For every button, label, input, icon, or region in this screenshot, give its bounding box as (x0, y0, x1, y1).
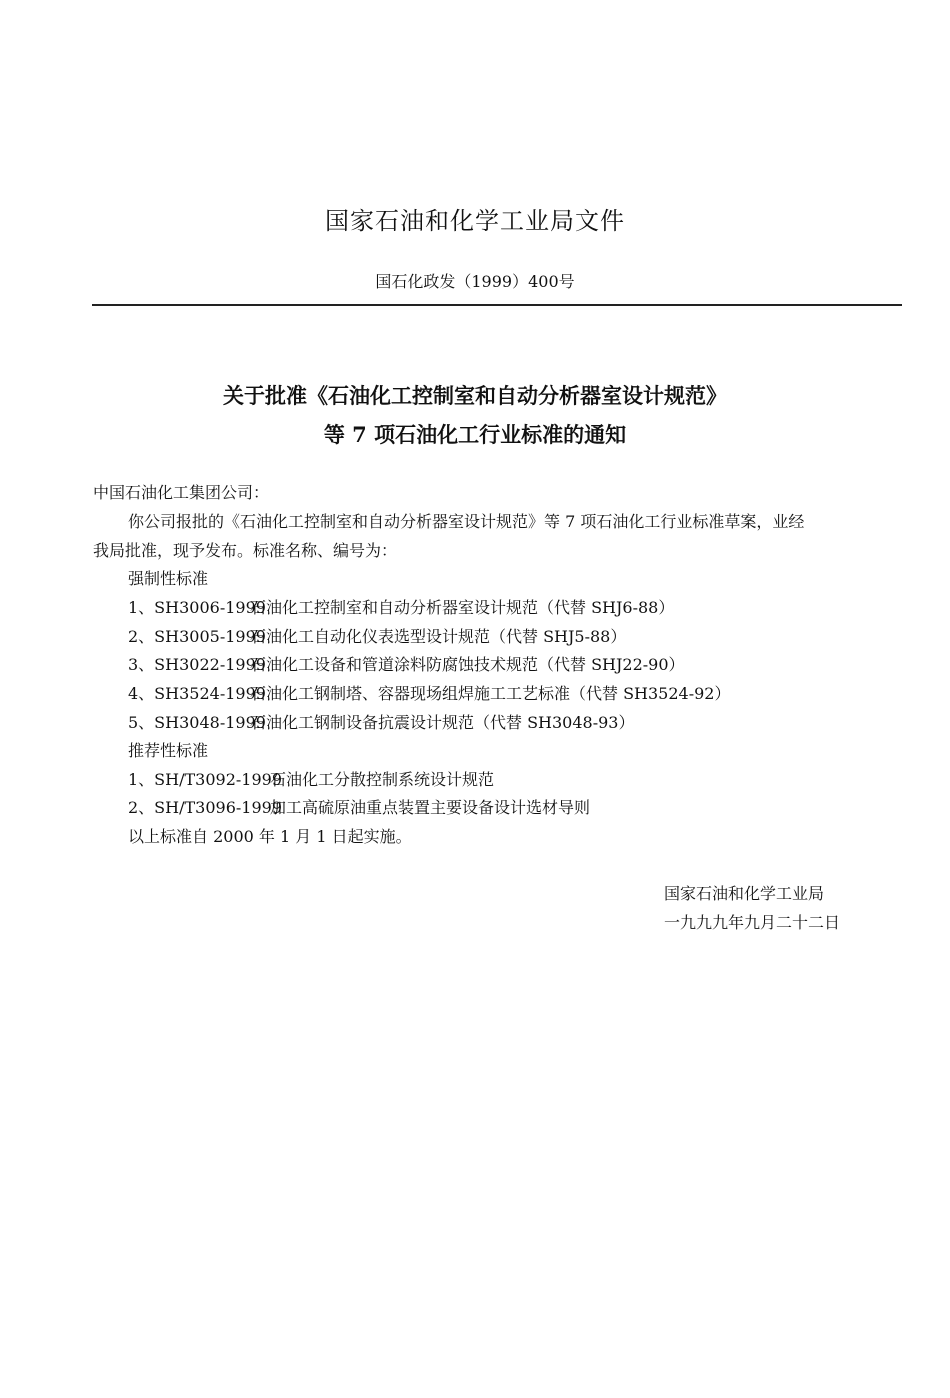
standard-title: 石油化工设备和管道涂料防腐蚀技术规范（代替 SHJ22-90） (250, 655, 685, 674)
signing-date: 一九九九年九月二十二日 (664, 913, 841, 932)
body-paragraph-line-1: 你公司报批的《石油化工控制室和自动分析器室设计规范》等 7 项石油化工行业标准草案，业经 (128, 512, 805, 531)
document-number: 国石化政发（1999）400号 (375, 272, 575, 291)
standard-title: 石油化工控制室和自动分析器室设计规范（代替 SHJ6-88） (250, 598, 675, 617)
standard-code: 4、SH3524-1999 (128, 684, 266, 703)
standard-code: 1、SH/T3092-1999 (128, 770, 283, 789)
standard-code: 2、SH/T3096-1999 (128, 798, 283, 817)
standard-code: 5、SH3048-1999 (128, 713, 266, 732)
standard-title: 石油化工钢制设备抗震设计规范（代替 SH3048-93） (250, 713, 635, 732)
standard-title: 石油化工分散控制系统设计规范 (270, 770, 495, 789)
standard-code: 2、SH3005-1999 (128, 627, 266, 646)
salutation: 中国石油化工集团公司： (93, 483, 270, 502)
mandatory-standard-item (128, 595, 674, 621)
notice-title-line-1: 关于批准《石油化工控制室和自动分析器室设计规范》 (223, 383, 727, 408)
recommended-standard-item (128, 795, 590, 821)
mandatory-standard-item (128, 624, 626, 650)
standard-title: 石油化工钢制塔、容器现场组焊施工工艺标准（代替 SH3524-92） (250, 684, 731, 703)
standard-code: 3、SH3022-1999 (128, 655, 266, 674)
recommended-standard-item (128, 767, 494, 793)
mandatory-standard-item (128, 681, 731, 707)
standard-code: 1、SH3006-1999 (128, 598, 266, 617)
effective-date-note: 以上标准自 2000 年 1 月 1 日起实施。 (128, 827, 412, 846)
mandatory-standard-item (128, 710, 635, 736)
body-paragraph-line-2: 我局批准，现予发布。标准名称、编号为： (93, 541, 398, 560)
standard-title: 石油化工自动化仪表选型设计规范（代替 SHJ5-88） (250, 627, 627, 646)
standard-title: 加工高硫原油重点装置主要设备设计选材导则 (270, 798, 591, 817)
signing-organization: 国家石油和化学工业局 (664, 884, 825, 903)
mandatory-standard-item (128, 652, 685, 678)
issuer-heading: 国家石油和化学工业局文件 (325, 207, 625, 235)
mandatory-heading: 强制性标准 (128, 569, 209, 588)
notice-title-line-2: 等 7 项石油化工行业标准的通知 (323, 422, 627, 447)
header-divider (92, 304, 902, 306)
recommended-heading: 推荐性标准 (128, 741, 209, 760)
